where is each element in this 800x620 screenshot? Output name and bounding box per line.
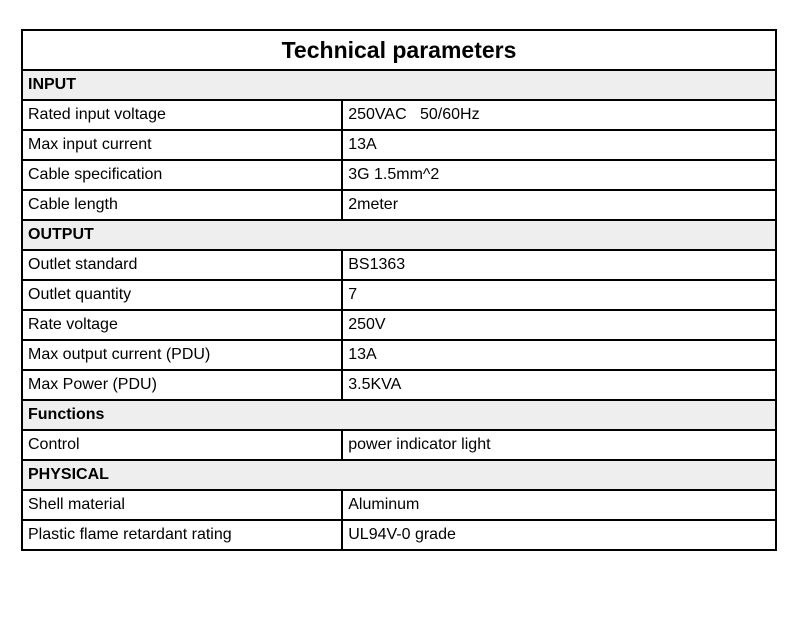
parameter-value: 3G 1.5mm^2 bbox=[342, 160, 776, 190]
parameter-value: Aluminum bbox=[342, 490, 776, 520]
section-header: Functions bbox=[22, 400, 776, 430]
parameter-label: Cable length bbox=[22, 190, 342, 220]
section-header: OUTPUT bbox=[22, 220, 776, 250]
parameter-label: Rated input voltage bbox=[22, 100, 342, 130]
parameter-label: Outlet standard bbox=[22, 250, 342, 280]
parameter-label: Max Power (PDU) bbox=[22, 370, 342, 400]
section-row-input bbox=[22, 70, 776, 100]
parameter-value: UL94V-0 grade bbox=[342, 520, 776, 550]
parameter-value: 250VAC 50/60Hz bbox=[342, 100, 776, 130]
parameter-label: Max input current bbox=[22, 130, 342, 160]
parameter-label: Shell material bbox=[22, 490, 342, 520]
section-header: INPUT bbox=[22, 70, 776, 100]
parameter-label: Max output current (PDU) bbox=[22, 340, 342, 370]
table-row bbox=[22, 370, 776, 400]
section-row-physical bbox=[22, 460, 776, 490]
parameter-value: 13A bbox=[342, 130, 776, 160]
parameter-label: Outlet quantity bbox=[22, 280, 342, 310]
parameter-label: Rate voltage bbox=[22, 310, 342, 340]
section-row-functions bbox=[22, 400, 776, 430]
table-row bbox=[22, 520, 776, 550]
parameter-value: power indicator light bbox=[342, 430, 776, 460]
parameter-label: Plastic flame retardant rating bbox=[22, 520, 342, 550]
table-row bbox=[22, 100, 776, 130]
spec-table-body bbox=[22, 30, 776, 550]
table-row bbox=[22, 310, 776, 340]
parameter-label: Cable specification bbox=[22, 160, 342, 190]
parameter-label: Control bbox=[22, 430, 342, 460]
table-row bbox=[22, 130, 776, 160]
parameter-value: BS1363 bbox=[342, 250, 776, 280]
table-row bbox=[22, 340, 776, 370]
table-row bbox=[22, 280, 776, 310]
section-row-output bbox=[22, 220, 776, 250]
table-row bbox=[22, 160, 776, 190]
section-header: PHYSICAL bbox=[22, 460, 776, 490]
parameter-value: 13A bbox=[342, 340, 776, 370]
technical-parameters-table bbox=[21, 29, 777, 551]
table-row bbox=[22, 430, 776, 460]
parameter-value: 7 bbox=[342, 280, 776, 310]
table-row bbox=[22, 490, 776, 520]
title-row bbox=[22, 30, 776, 70]
table-title: Technical parameters bbox=[22, 30, 776, 70]
table-row bbox=[22, 190, 776, 220]
parameter-value: 3.5KVA bbox=[342, 370, 776, 400]
table-row bbox=[22, 250, 776, 280]
parameter-value: 2meter bbox=[342, 190, 776, 220]
parameter-value: 250V bbox=[342, 310, 776, 340]
